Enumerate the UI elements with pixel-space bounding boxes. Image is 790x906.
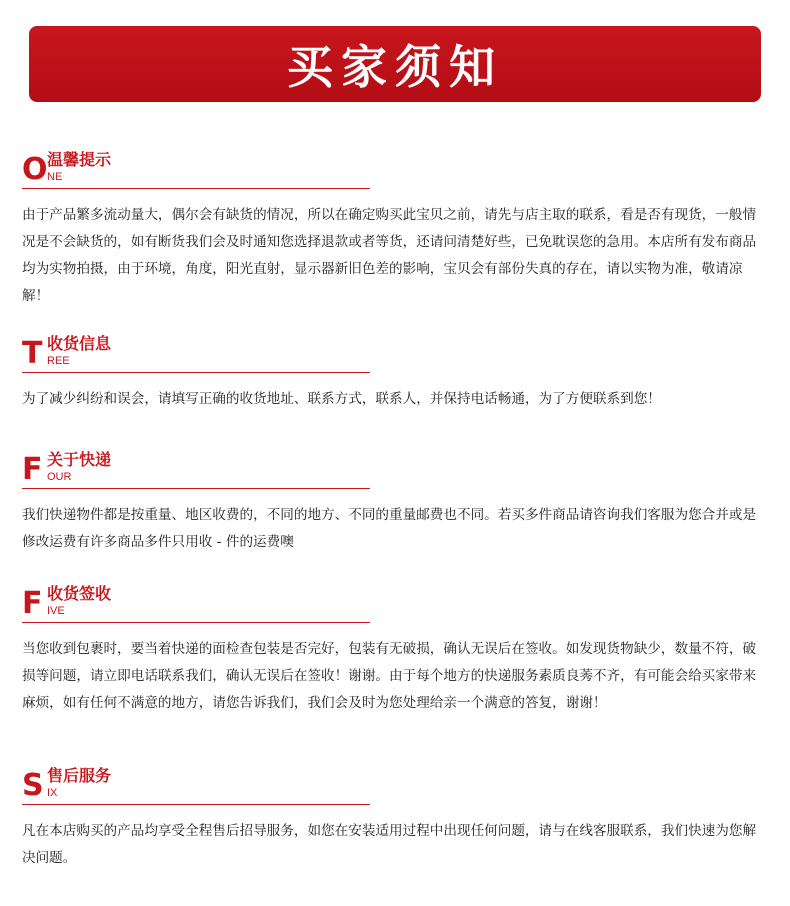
- section-title: 售后服务: [47, 766, 112, 785]
- section-title: 温馨提示: [47, 150, 112, 169]
- section-divider: [22, 622, 370, 623]
- section-header: [22, 766, 772, 810]
- section-subtitle: NE: [47, 171, 63, 183]
- section-title: 收货签收: [47, 584, 112, 603]
- section-after-sales: [22, 766, 772, 872]
- section-text: 我们快递物件都是按重量、地区收费的，不同的地方、不同的重量邮费也不同。若买多件商品请咨询我们客服为您合并或是修改运费有许多商品多件只用收 - 件的运费噢: [22, 507, 757, 550]
- section-subtitle: IVE: [47, 605, 65, 617]
- section-receiving-info: [22, 334, 772, 413]
- section-header: [22, 584, 772, 628]
- section-divider: [22, 488, 370, 489]
- section-title: 关于快递: [47, 450, 112, 469]
- section-header: [22, 150, 772, 194]
- section-divider: [22, 188, 370, 189]
- section-warm-tips: [22, 150, 772, 310]
- section-text: 凡在本店购买的产品均享受全程售后招导服务，如您在安装适用过程中出现任何问题，请与在线客服联系，我们快速为您解决问题。: [22, 823, 757, 866]
- section-initial-letter: F: [22, 586, 43, 621]
- section-signing: [22, 584, 772, 717]
- section-text: 当您收到包裹时，要当着快递的面检查包装是否完好，包装有无破损，确认无误后在签收。如发现货物缺少，数量不符，破损等问题，请立即电话联系我们，确认无误后在签收！谢谢。由于每个地方的快递服务素质良莠不齐，有可能会给买家带来麻烦，如有任何不满意的地方，请您告诉我们，我们会及时为您处理给亲一个满意的答复，谢谢！: [22, 641, 757, 711]
- section-initial-letter: F: [22, 452, 43, 487]
- section-text: 为了减少纠纷和误会，请填写正确的收货地址、联系方式，联系人，并保持电话畅通，为了方便联系到您！: [22, 391, 661, 407]
- section-initial-letter: T: [22, 336, 43, 371]
- section-divider: [22, 372, 370, 373]
- section-initial-letter: S: [22, 768, 44, 803]
- section-header: [22, 334, 772, 378]
- section-subtitle: REE: [47, 355, 70, 367]
- header-banner: [29, 26, 761, 102]
- section-text: 由于产品繁多流动量大，偶尔会有缺货的情况，所以在确定购买此宝贝之前，请先与店主取的联系，看是否有现货，一般情况是不会缺货的，如有断货我们会及时通知您选择退款或者等货，还请问清楚好些，已免耽误您的急用。本店所有发布商品均为实物拍摄，由于环境，角度，阳光直射，显示器新旧色差的影响，宝贝会有部份失真的存在，请以实物为准，敬请凉解！: [22, 207, 757, 304]
- section-header: [22, 450, 772, 494]
- section-divider: [22, 804, 370, 805]
- section-shipping: [22, 450, 772, 556]
- section-subtitle: IX: [47, 787, 58, 799]
- section-initial-letter: O: [22, 152, 48, 187]
- page-title: 买家须知: [287, 40, 503, 94]
- section-title: 收货信息: [47, 334, 112, 353]
- section-subtitle: OUR: [47, 471, 72, 483]
